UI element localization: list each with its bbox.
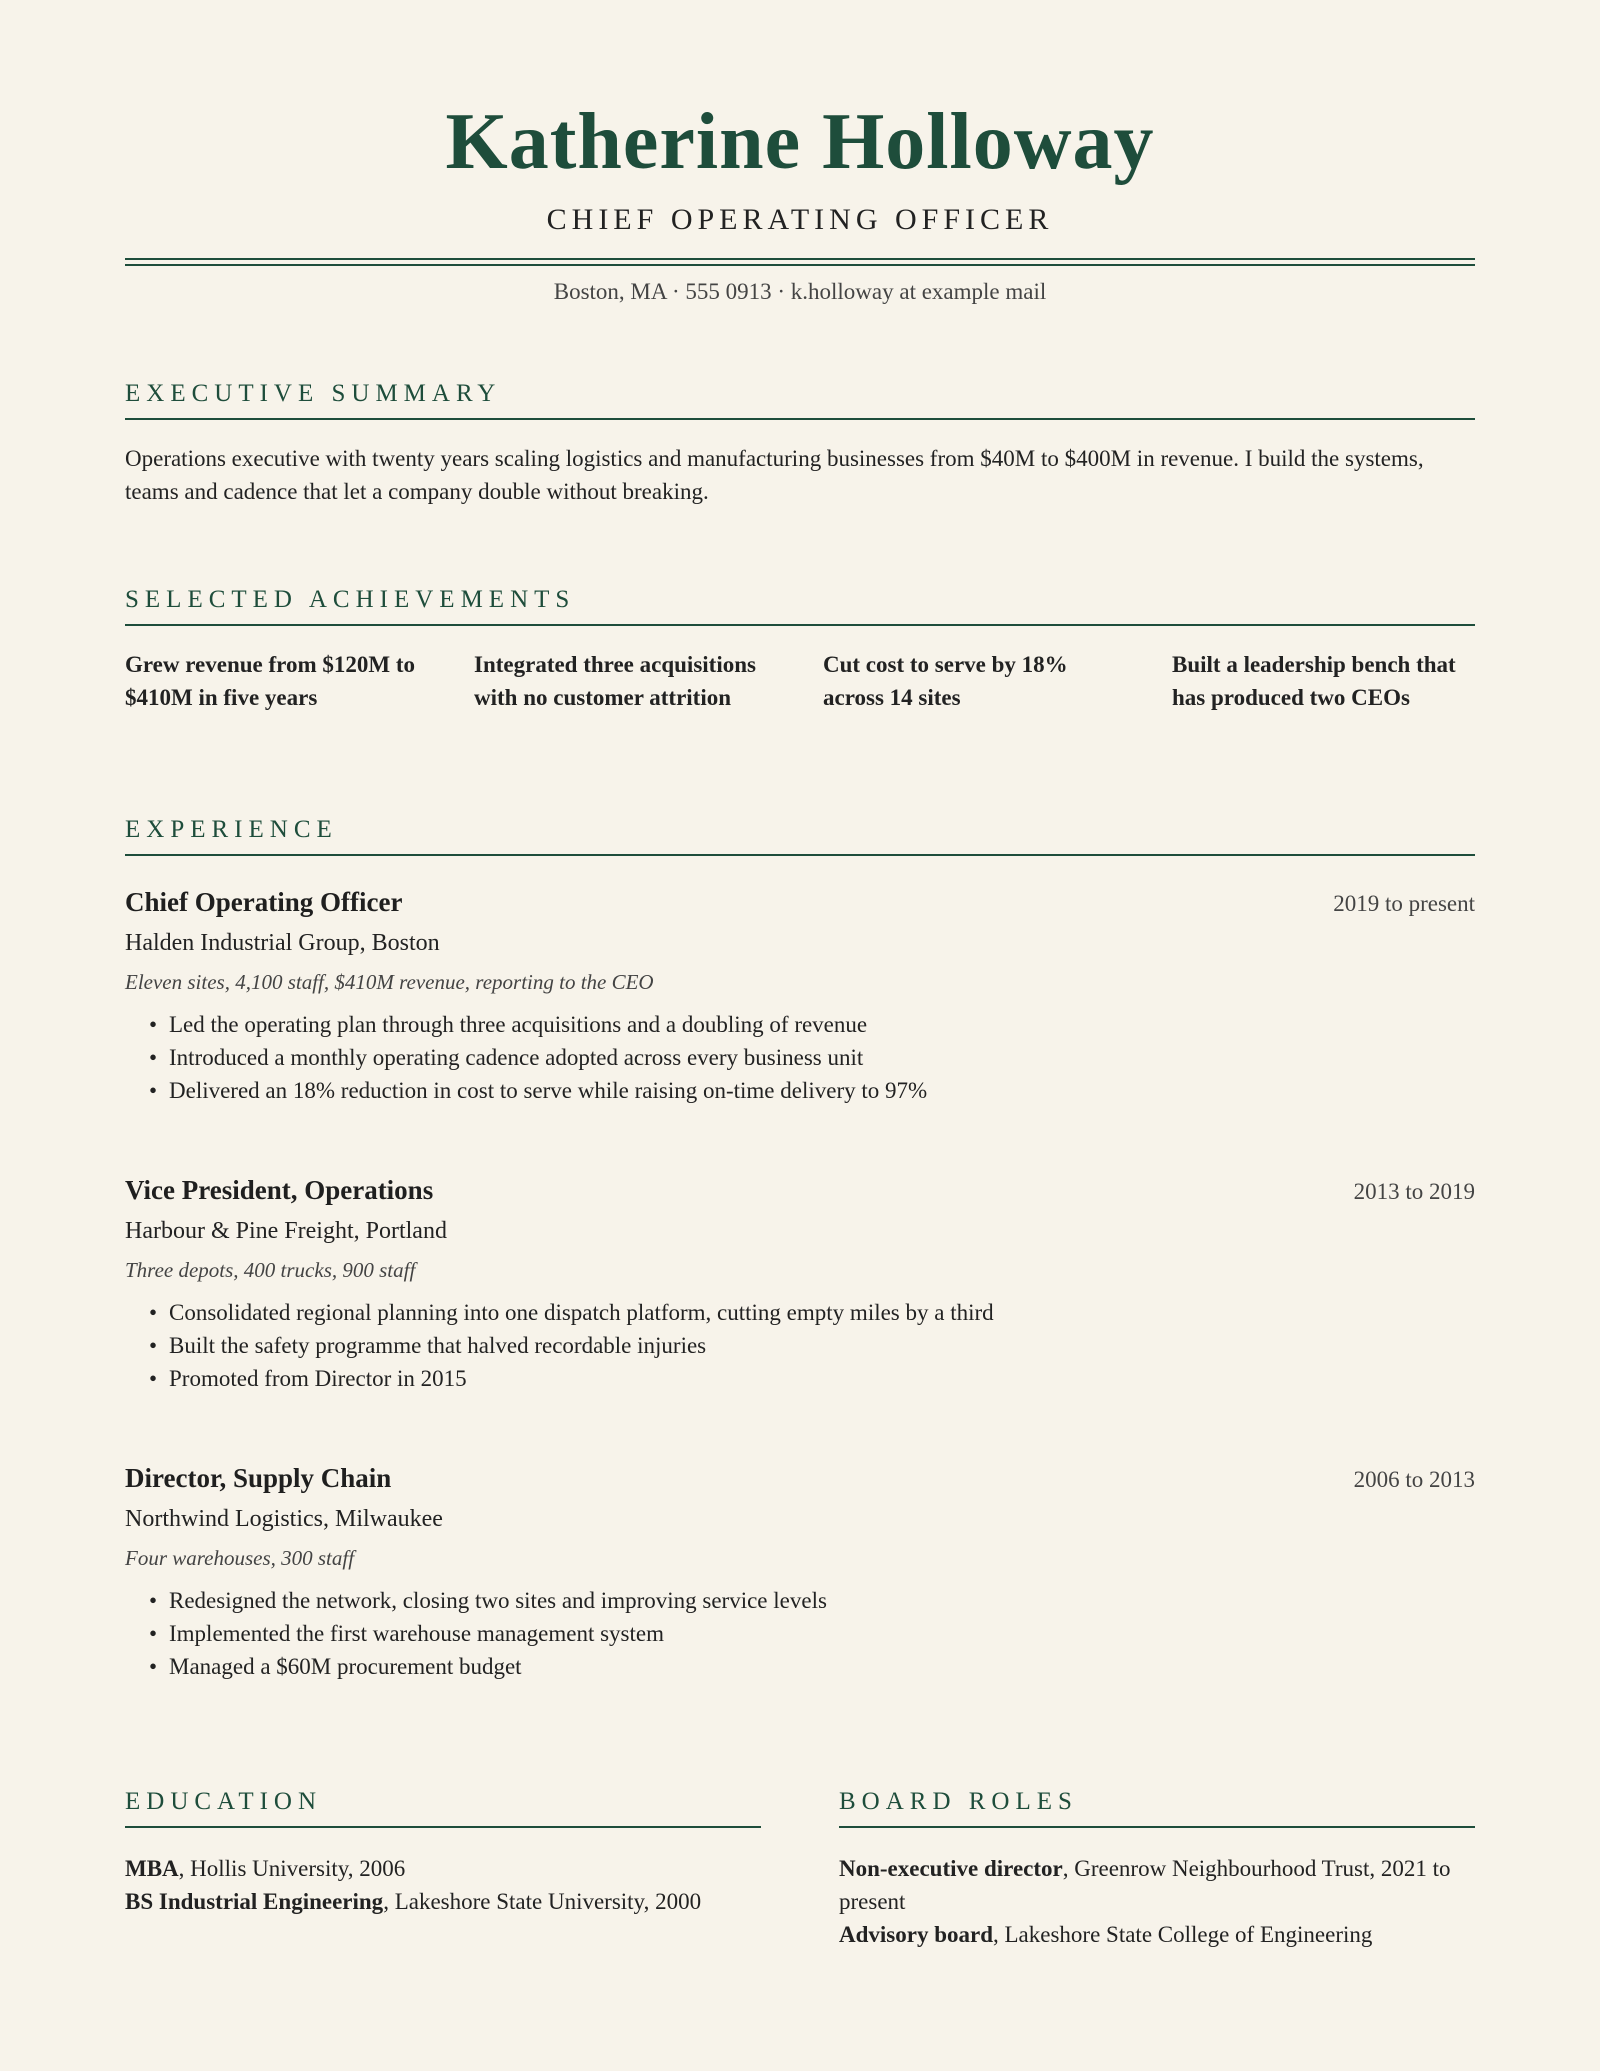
- education-entry: [125, 1885, 761, 1918]
- job-bullet: • Managed a $60M procurement budget: [169, 1650, 1475, 1683]
- candidate-role: CHIEF OPERATING OFFICER: [546, 203, 1054, 236]
- board-list: [839, 1852, 1475, 1951]
- job-dates: 2013 to 2019: [1353, 1179, 1475, 1204]
- education-entry: [125, 1852, 761, 1885]
- board-role: Advisory board: [839, 1922, 993, 1947]
- education-degree: MBA: [125, 1856, 179, 1881]
- header-divider: [125, 258, 1475, 266]
- job-dates: 2019 to present: [1333, 891, 1475, 916]
- job-bullet: • Led the operating plan through three acquisitions and a doubling of revenue: [169, 1008, 1475, 1041]
- board-entry: [839, 1852, 1475, 1918]
- education-list: [125, 1852, 761, 1918]
- job-bullet: • Implemented the first warehouse management system: [169, 1617, 1475, 1650]
- section-title-education: EDUCATION: [125, 1786, 761, 1828]
- job-title: Chief Operating Officer: [125, 887, 403, 917]
- job-title: Director, Supply Chain: [125, 1463, 392, 1493]
- section-title-achievements: SELECTED ACHIEVEMENTS: [125, 584, 1475, 626]
- job-bullet: • Promoted from Director in 2015: [169, 1362, 1475, 1395]
- job-entry: [125, 1460, 1475, 1683]
- job-title: Vice President, Operations: [125, 1175, 434, 1205]
- job-entry: [125, 884, 1475, 1107]
- job-bullets: [125, 1584, 1475, 1683]
- job-company: Northwind Logistics, Milwaukee: [125, 1506, 443, 1532]
- achievement-item: Built a leadership bench that has produced two CEOs: [1172, 652, 1456, 710]
- achievements-row: [125, 648, 1475, 714]
- board-detail: , Greenrow Neighbourhood Trust, 2021 to present: [839, 1856, 1451, 1914]
- section-title-summary: EXECUTIVE SUMMARY: [125, 378, 1475, 420]
- job-bullet: • Redesigned the network, closing two sites and improving service levels: [169, 1584, 1475, 1617]
- board-detail: , Lakeshore State College of Engineering: [993, 1922, 1373, 1947]
- achievement-item: Grew revenue from $120M to $410M in five years: [125, 652, 415, 710]
- achievement-item: Integrated three acquisitions with no customer attrition: [474, 652, 756, 710]
- job-scope: Four warehouses, 300 staff: [125, 1546, 355, 1570]
- education-degree: BS Industrial Engineering: [125, 1889, 384, 1914]
- candidate-name: Katherine Holloway: [445, 98, 1155, 186]
- job-bullets: [125, 1008, 1475, 1107]
- job-bullets: [125, 1296, 1475, 1395]
- job-bullet: • Introduced a monthly operating cadence adopted across every business unit: [169, 1041, 1475, 1074]
- board-entry: [839, 1918, 1475, 1951]
- job-company: Harbour & Pine Freight, Portland: [125, 1218, 447, 1244]
- education-detail: , Hollis University, 2006: [178, 1856, 406, 1881]
- job-company: Halden Industrial Group, Boston: [125, 930, 440, 956]
- board-role: Non-executive director: [839, 1856, 1063, 1881]
- job-scope: Three depots, 400 trucks, 900 staff: [125, 1258, 416, 1282]
- section-title-board: BOARD ROLES: [839, 1786, 1475, 1828]
- job-bullet: • Built the safety programme that halved recordable injuries: [169, 1329, 1475, 1362]
- job-entry: [125, 1172, 1475, 1395]
- job-scope: Eleven sites, 4,100 staff, $410M revenue, reporting to the CEO: [125, 970, 654, 994]
- achievement-item: Cut cost to serve by 18% across 14 sites: [823, 652, 1068, 710]
- summary-text: Operations executive with twenty years scaling logistics and manufacturing businesses from $40M to $400M in revenue. I build the systems, teams and cadence that let a company double without breaking.: [125, 446, 1424, 504]
- job-bullet: • Consolidated regional planning into one dispatch platform, cutting empty miles by a third: [169, 1296, 1475, 1329]
- education-detail: , Lakeshore State University, 2000: [383, 1889, 702, 1914]
- job-bullet: • Delivered an 18% reduction in cost to serve while raising on-time delivery to 97%: [169, 1074, 1475, 1107]
- job-dates: 2006 to 2013: [1353, 1467, 1475, 1492]
- section-title-experience: EXPERIENCE: [125, 814, 1475, 856]
- contact-line: Boston, MA · 555 0913 · k.holloway at example mail: [553, 279, 1047, 304]
